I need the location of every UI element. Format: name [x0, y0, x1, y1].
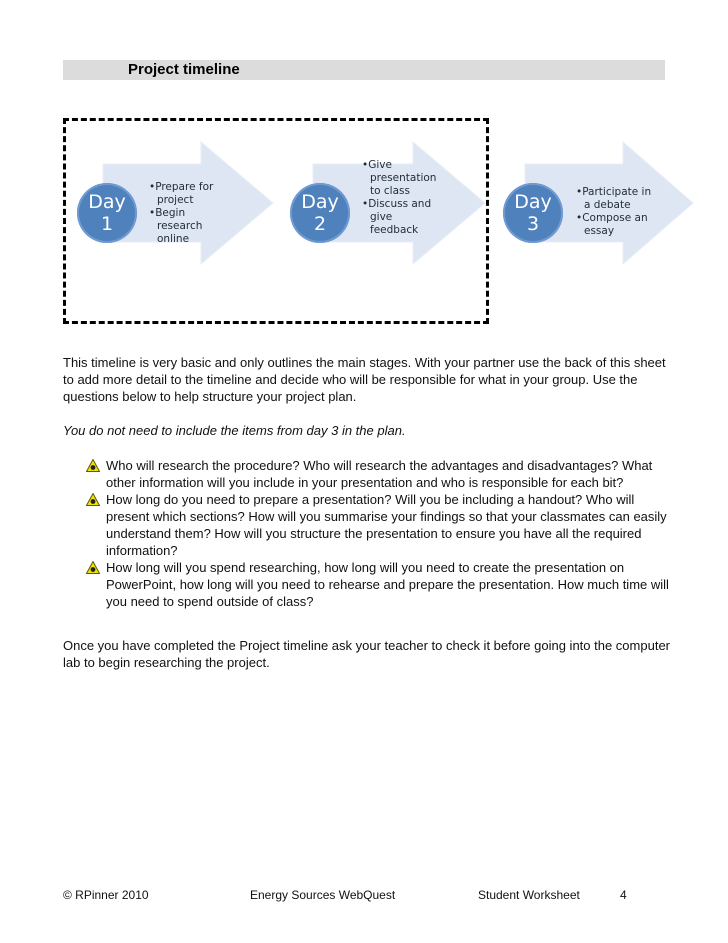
question-text: Who will research the procedure? Who will research the advantages and disadvantages? What other information will you include in your presentation and who is responsible for each bit?: [106, 458, 653, 490]
footer-title: Energy Sources WebQuest: [250, 888, 396, 902]
day-2-word: Day: [301, 191, 339, 213]
questions-list: [86, 457, 676, 610]
day-3-task: •Participate in a debate: [576, 186, 652, 211]
day-2-task: •Give presentation to class: [362, 159, 437, 197]
hazard-icon: [86, 493, 100, 506]
question-text: How long will you spend researching, how long will you need to create the presentation on PowerPoint, how long will you need to rehearse and prepare the presentation. How much time will you need to spend outside of class?: [106, 560, 669, 609]
day-3-task: •Compose an essay: [576, 212, 648, 237]
hazard-icon: [86, 459, 100, 472]
page-title: Project timeline: [128, 61, 240, 78]
day-1-tasks: [149, 181, 229, 246]
day-2-task: •Discuss and give feedback: [362, 198, 432, 236]
day-1-number: 1: [100, 213, 114, 235]
day-3-word: Day: [514, 191, 552, 213]
list-item: [86, 559, 676, 610]
footer-copyright: © RPinner 2010: [63, 888, 149, 902]
footer-doc-type: Student Worksheet: [478, 888, 580, 902]
closing-paragraph: Once you have completed the Project timeline ask your teacher to check it before going into the computer lab to begin researching the project.: [63, 638, 671, 670]
question-text: How long do you need to prepare a presentation? Will you be including a handout? Who will present which sections? How will you summarise your findings so that your classmates can easily understand them? How will you structure the presentation to ensure you have all the required information?: [106, 492, 667, 558]
day-1-task: •Begin research online: [149, 207, 203, 245]
day-1-word: Day: [88, 191, 126, 213]
day-3-circle: [503, 183, 563, 243]
day-3-tasks: [576, 186, 658, 238]
day-2-number: 2: [313, 213, 327, 235]
list-item: [86, 457, 676, 491]
intro-paragraph: This timeline is very basic and only outlines the main stages. With your partner use the back of this sheet to add more detail to the timeline and decide who will be responsible for what in your group. Use the questions below to help structure your project plan.: [63, 355, 666, 404]
hazard-icon: [86, 561, 100, 574]
day-1-circle: [77, 183, 137, 243]
note-paragraph: You do not need to include the items from day 3 in the plan.: [63, 423, 406, 438]
day-2-tasks: [362, 159, 442, 237]
day-3-number: 3: [526, 213, 540, 235]
day-2-circle: [290, 183, 350, 243]
list-item: [86, 491, 676, 559]
footer-page-number: 4: [620, 888, 627, 902]
day-1-task: •Prepare for project: [149, 181, 214, 206]
